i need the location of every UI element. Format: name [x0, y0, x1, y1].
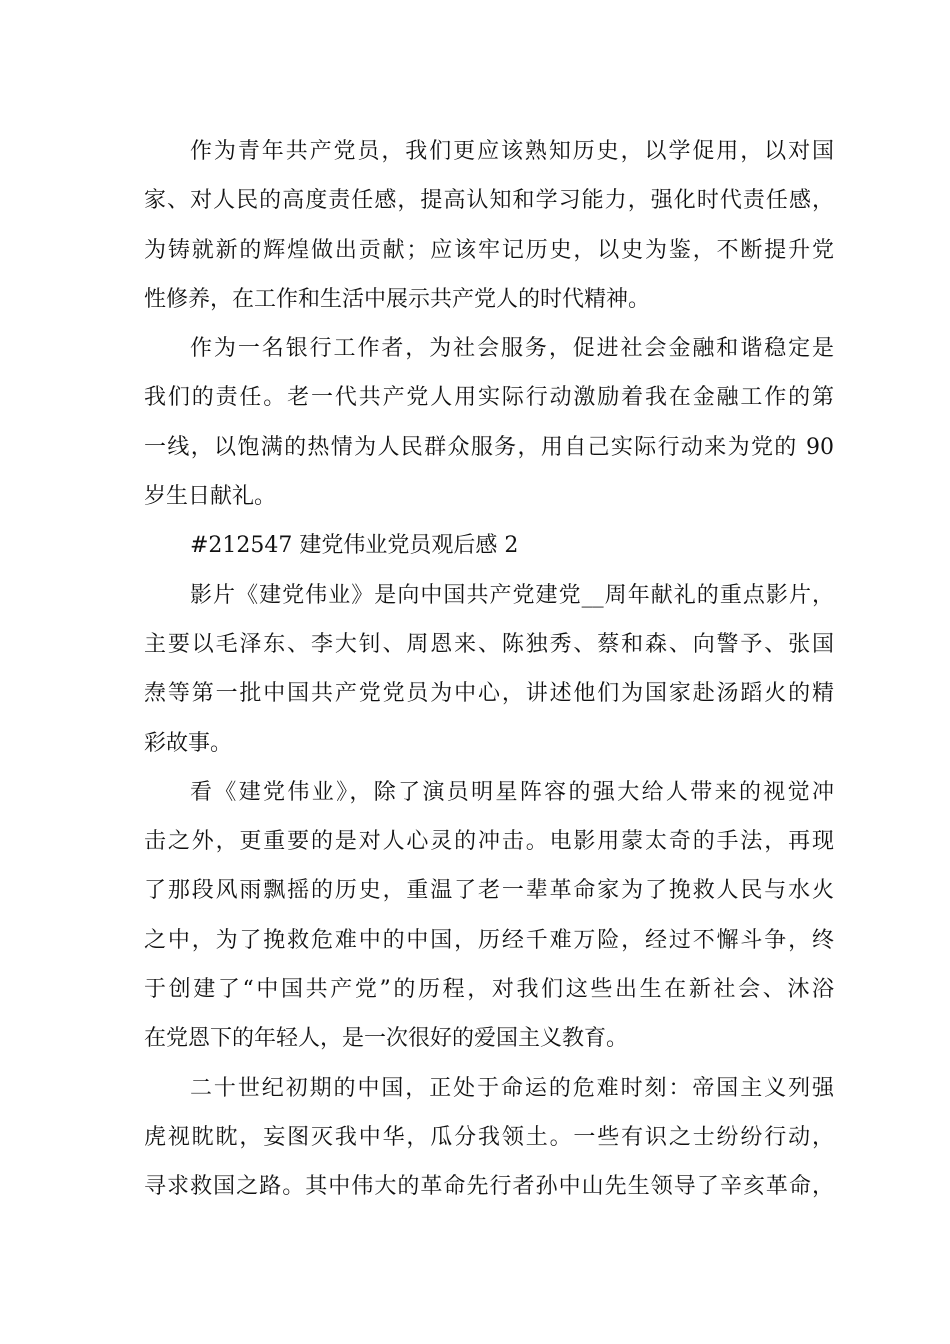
paragraph-line: 一线，以饱满的热情为人民群众服务，用自己实际行动来为党的 90	[144, 434, 834, 460]
paragraph-line: 之中，为了挽救危难中的中国，历经千难万险，经过不懈斗争，终	[144, 927, 834, 953]
paragraph-line: 于创建了“中国共产党”的历程，对我们这些出生在新社会、沐浴	[144, 977, 834, 1003]
paragraph-line: 作为青年共产党员，我们更应该熟知历史，以学促用，以对国	[190, 139, 834, 164]
paragraph-line: 击之外，更重要的是对人心灵的冲击。电影用蒙太奇的手法，再现	[144, 829, 834, 855]
paragraph-line: 岁生日献礼。	[144, 484, 277, 510]
paragraph-line: 寻求救国之路。其中伟大的革命先行者孙中山先生领导了辛亥革命，	[144, 1174, 834, 1200]
paragraph-line: 了那段风雨飘摇的历史，重温了老一辈革命家为了挽救人民与水火	[144, 878, 834, 904]
paragraph-line: 为铸就新的辉煌做出贡献；应该牢记历史，以史为鉴，不断提升党	[144, 237, 834, 263]
paragraph-line: 在党恩下的年轻人，是一次很好的爱国主义教育。	[144, 1026, 629, 1052]
paragraph-line: 家、对人民的高度责任感，提高认知和学习能力，强化时代责任感，	[144, 188, 834, 214]
paragraph-line: 作为一名银行工作者，为社会服务，促进社会金融和谐稳定是	[190, 336, 834, 362]
paragraph-line: 二十世纪初期的中国，正处于命运的危难时刻：帝国主义列强	[190, 1075, 834, 1101]
paragraph-line: 虎视眈眈，妄图灭我中华，瓜分我领土。一些有识之士纷纷行动，	[144, 1124, 834, 1150]
paragraph-line: 彩故事。	[144, 730, 233, 756]
paragraph-line: 看《建党伟业》，除了演员明星阵容的强大给人带来的视觉冲	[190, 779, 834, 805]
document-body	[144, 127, 834, 1212]
paragraph-line: 主要以毛泽东、李大钊、周恩来、陈独秀、蔡和森、向警予、张国	[144, 631, 834, 657]
paragraph-line: 性修养，在工作和生活中展示共产党人的时代精神。	[144, 286, 651, 312]
paragraph-line: 影片《建党伟业》是向中国共产党建党__周年献礼的重点影片，	[190, 582, 834, 608]
paragraph-line: 我们的责任。老一代共产党人用实际行动激励着我在金融工作的第	[144, 385, 834, 411]
section-heading: #212547 建党伟业党员观后感 2	[190, 533, 519, 559]
paragraph-line: 焘等第一批中国共产党党员为中心，讲述他们为国家赴汤蹈火的精	[144, 681, 834, 707]
